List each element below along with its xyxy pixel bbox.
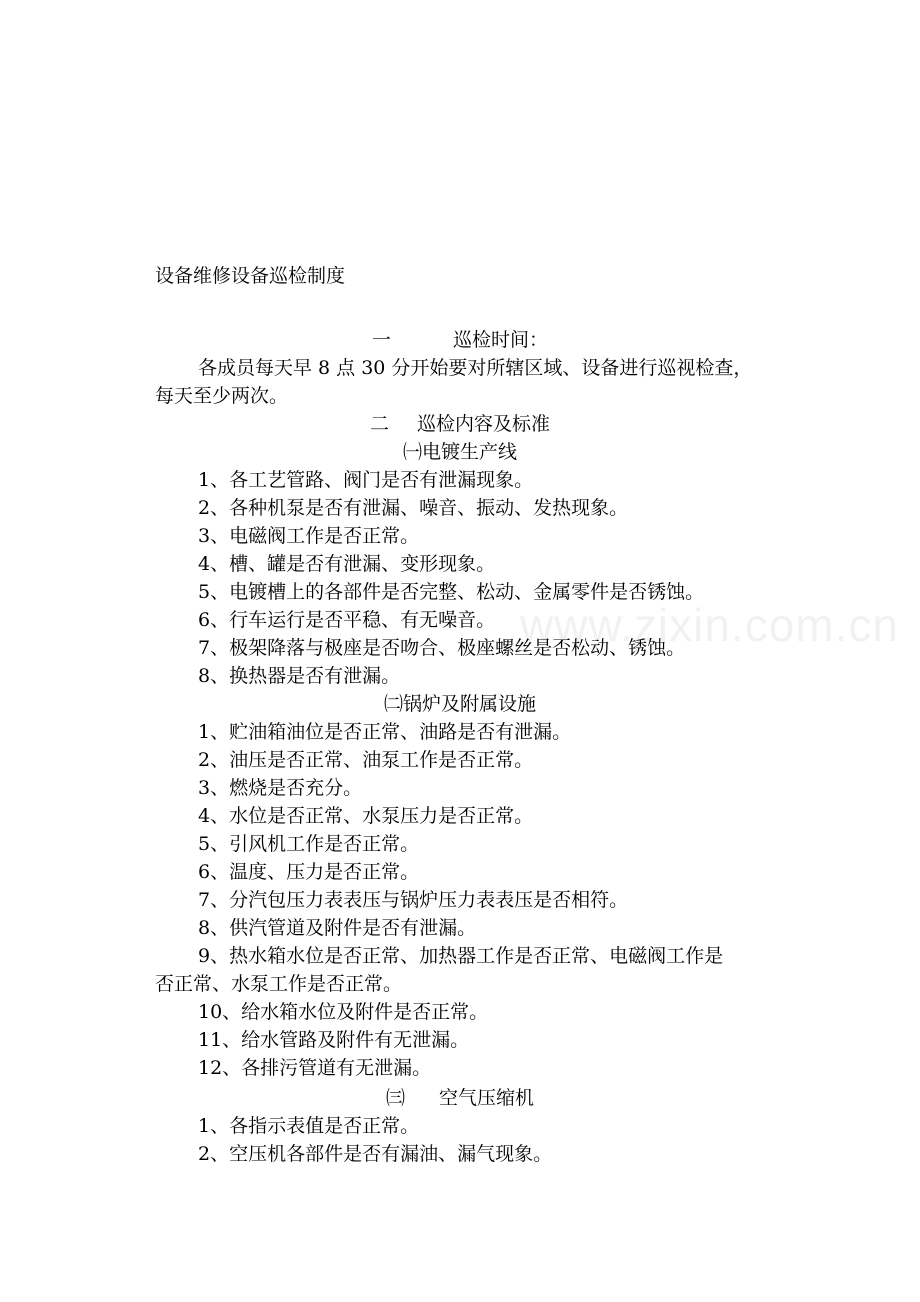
list-item: 7、分汽包压力表表压与锅炉压力表表压是否相符。 (198, 889, 629, 911)
subsection-heading: ㈠电镀生产线 (402, 441, 517, 463)
watermark: www.zixin.com.cn (520, 599, 899, 651)
list-item: 2、各种机泵是否有泄漏、噪音、振动、发热现象。 (198, 497, 629, 519)
section-heading-text: 巡检内容及标准 (417, 413, 551, 435)
document-title: 设备维修设备巡检制度 (155, 265, 346, 287)
list-item: 8、换热器是否有泄漏。 (198, 665, 401, 687)
list-item: 3、燃烧是否充分。 (198, 777, 363, 799)
list-item: 7、极架降落与极座是否吻合、极座螺丝是否松动、锈蚀。 (198, 637, 686, 659)
list-item: 8、供汽管道及附件是否有泄漏。 (198, 917, 477, 939)
subsection-heading (0, 1084, 920, 1112)
section-number: 一 (371, 329, 391, 351)
paragraph-line: 各成员每天早 8 点 30 分开始要对所辖区域、设备进行巡视检查， (198, 357, 753, 379)
list-item: 5、引风机工作是否正常。 (198, 833, 420, 855)
section-heading-time (0, 326, 920, 354)
list-item: 10、给水箱水位及附件是否正常。 (198, 1001, 489, 1023)
list-item: 4、水位是否正常、水泵压力是否正常。 (198, 805, 534, 827)
section-heading-content (0, 410, 920, 438)
list-item: 3、电磁阀工作是否正常。 (198, 525, 420, 547)
subsection-heading-text: 空气压缩机 (439, 1087, 535, 1109)
list-item: 6、温度、压力是否正常。 (198, 861, 420, 883)
list-item: 11、给水管路及附件有无泄漏。 (198, 1029, 470, 1051)
subsection-heading: ㈡锅炉及附属设施 (383, 693, 536, 715)
list-item: 5、电镀槽上的各部件是否完整、松动、金属零件是否锈蚀。 (198, 581, 705, 603)
list-item-continuation: 否正常、水泵工作是否正常。 (155, 973, 403, 995)
paragraph-line: 每天至少两次。 (155, 385, 289, 407)
section-heading-text: 巡检时间： (453, 329, 549, 351)
list-item: 1、贮油箱油位是否正常、油路是否有泄漏。 (198, 721, 572, 743)
list-item: 1、各工艺管路、阀门是否有泄漏现象。 (198, 469, 534, 491)
section-number: 二 (369, 413, 389, 435)
list-item: 2、空压机各部件是否有漏油、漏气现象。 (198, 1143, 553, 1165)
list-item: 12、各排污管道有无泄漏。 (198, 1057, 432, 1079)
subsection-number: ㈢ (385, 1087, 405, 1109)
list-item: 2、油压是否正常、油泵工作是否正常。 (198, 749, 534, 771)
list-item: 4、槽、罐是否有泄漏、变形现象。 (198, 553, 496, 575)
list-item: 1、各指示表值是否正常。 (198, 1115, 420, 1137)
list-item: 6、行车运行是否平稳、有无噪音。 (198, 609, 496, 631)
list-item: 9、热水箱水位是否正常、加热器工作是否正常、电磁阀工作是 (198, 945, 724, 967)
